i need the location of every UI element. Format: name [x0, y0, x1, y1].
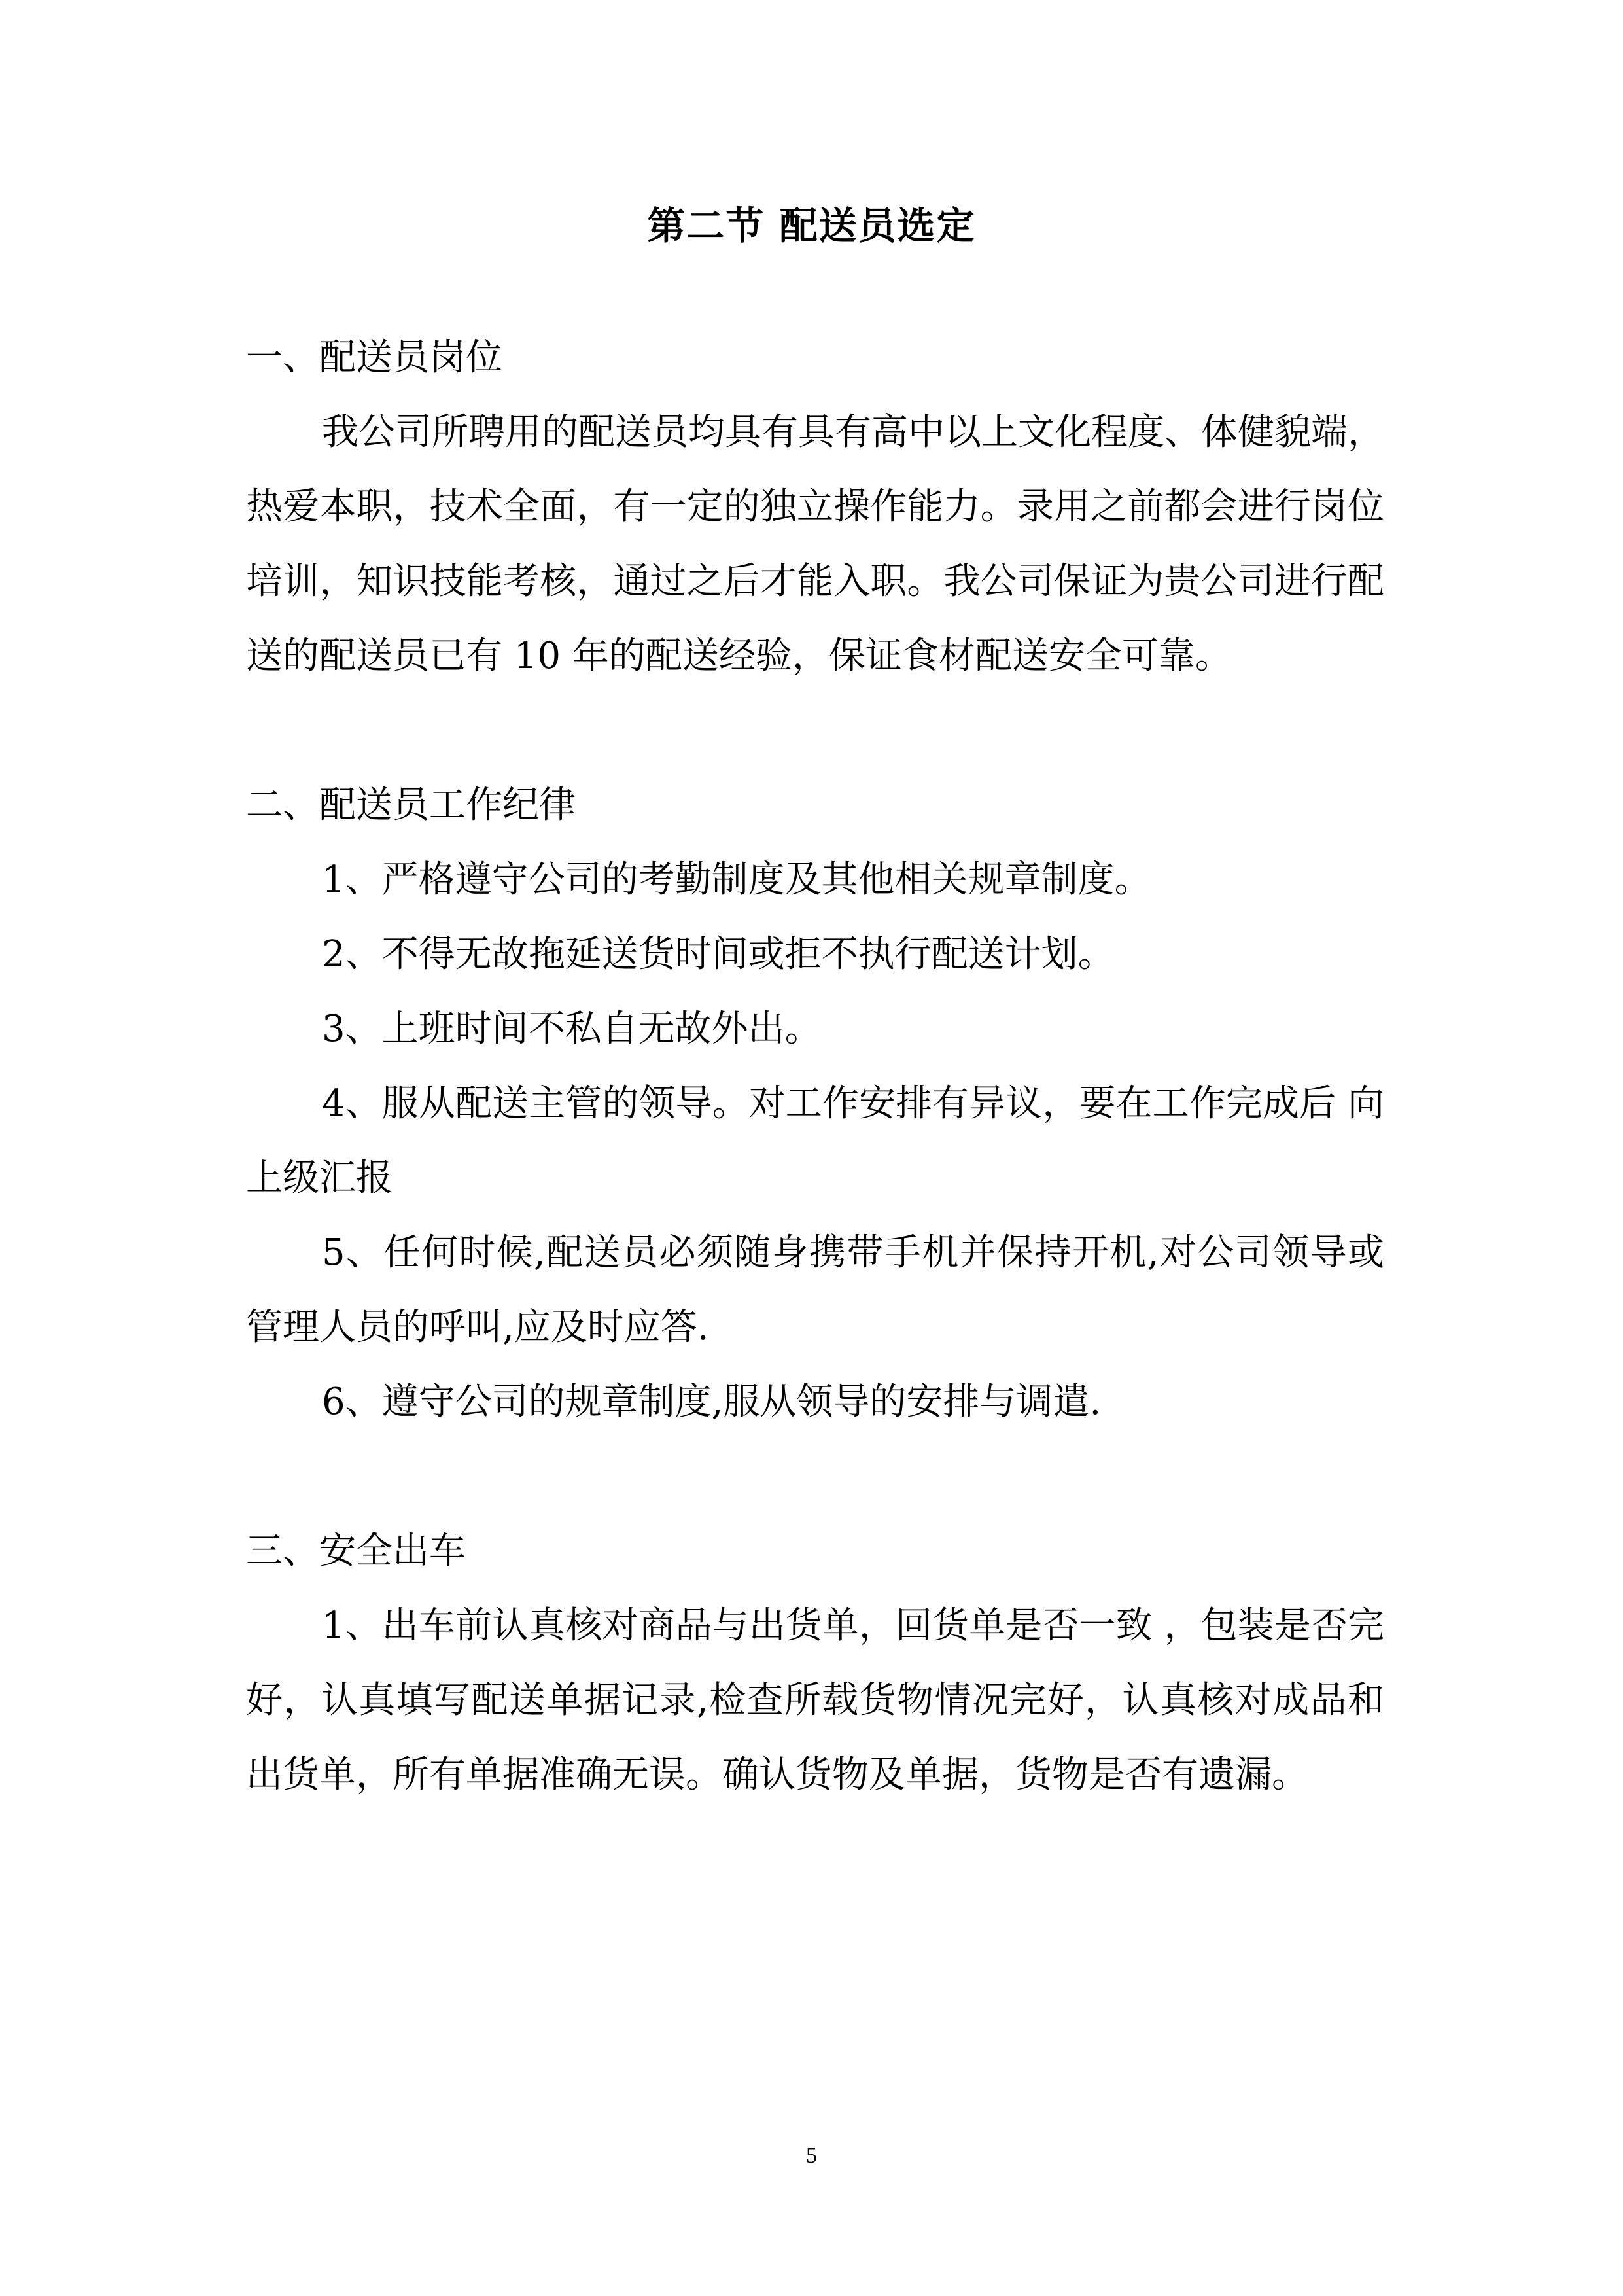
section-safe-departure: [246, 1514, 1384, 1812]
paragraph: 我公司所聘用的配送员均具有具有高中以上文化程度、体健貌端， 热爱本职，技术全面，有一定的独立操作能力。录用之前都会进行岗位培训，知识技能考核，通过之后才能入职。我公司保证为贵公司进行配送的配送员已有 10 年的配送经验，保证食材配送安全可靠。: [246, 411, 1384, 677]
list-item: 1、严格遵守公司的考勤制度及其他相关规章制度。: [322, 858, 1151, 901]
list-item: 5、任何时候,配送员必须随身携带手机并保持开机,对公司领导或管理人员的呼叫,应及时应答.: [246, 1231, 1384, 1349]
list-item: 3、上班时间不私自无故外出。: [322, 1008, 822, 1050]
section-heading: 三、安全出车: [246, 1530, 466, 1572]
section-work-discipline: [246, 768, 1384, 1439]
list-item: 1、出车前认真核对商品与出货单，回货单是否一致 ，包装是否完好，认真填写配送单据记录,检查所载货物情况完好，认真核对成品和出货单，所有单据准确无误。确认货物及单据，货物是否有遗漏。: [246, 1604, 1384, 1796]
list-item: 2、不得无故拖延送货时间或拒不执行配送计划。: [322, 933, 1115, 976]
section-spacer: [246, 694, 1384, 768]
section-spacer: [246, 1439, 1384, 1514]
section-heading: 一、配送员岗位: [246, 336, 502, 379]
list-item: 4、服从配送主管的领导。对工作安排有异议，要在工作完成后 向上级汇报: [246, 1082, 1384, 1199]
page-title: 第二节 配送员选定: [647, 203, 976, 248]
document-body: [246, 321, 1384, 1812]
section-heading: 二、配送员工作纪律: [246, 784, 576, 826]
list-item: 6、遵守公司的规章制度,服从领导的安排与调遣.: [322, 1381, 1102, 1423]
page-number: 5: [806, 2144, 817, 2168]
section-delivery-post: [246, 321, 1384, 694]
